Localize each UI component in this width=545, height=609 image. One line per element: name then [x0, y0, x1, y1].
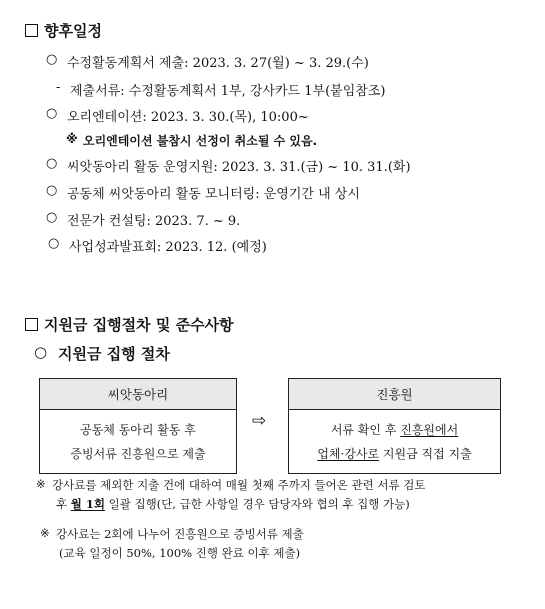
process-box-header: 씨앗동아리	[40, 379, 236, 410]
bullet-circle-icon: ○	[46, 52, 58, 67]
schedule-item-orientation: 오리엔테이션: 2023. 3. 30.(목), 10:00~	[67, 110, 309, 125]
process-box-agency	[288, 378, 501, 474]
note-text: 일괄 집행(단, 급한 사항일 경우 담당자와 협의 후 집행 가능)	[105, 497, 410, 511]
reference-mark-icon: ※	[66, 132, 78, 146]
schedule-item-monitoring: 공동체 씨앗동아리 활동 모니터링: 운영기간 내 상시	[67, 187, 360, 202]
process-box-club	[39, 378, 237, 474]
section-checkbox-icon	[25, 318, 38, 331]
process-box-line: 증빙서류 진흥원으로 제출	[70, 447, 206, 461]
note-line: 강사료를 제외한 지출 건에 대하여 매월 첫째 주까지 들어온 관련 서류 검토	[52, 478, 426, 492]
note-text: 후	[56, 497, 71, 511]
bullet-circle-icon: ○	[48, 236, 60, 251]
schedule-item-operation-support: 씨앗동아리 활동 운영지원: 2023. 3. 31.(금) ~ 10. 31.(화)	[67, 160, 411, 175]
bullet-circle-icon: ○	[46, 183, 58, 198]
schedule-item-consulting: 전문가 컨설팅: 2023. 7. ~ 9.	[67, 214, 241, 229]
process-text-underlined: 진흥원에서	[400, 423, 459, 437]
schedule-subitem-documents: 제출서류: 수정활동계획서 1부, 강사카드 1부(붙임참조)	[70, 84, 386, 99]
process-box-line	[289, 418, 500, 442]
bullet-circle-icon: ○	[46, 156, 58, 171]
process-box-line	[289, 442, 500, 466]
right-arrow-icon: ⇨	[252, 411, 267, 431]
reference-mark-icon: ※	[40, 526, 50, 540]
schedule-item-presentation: 사업성과발표회: 2023. 12. (예정)	[69, 240, 267, 255]
reference-mark-icon: ※	[36, 477, 46, 491]
subsection-title-execution: 지원금 집행 절차	[58, 345, 170, 363]
process-text: 서류 확인 후	[330, 423, 401, 437]
section-title-schedule: 향후일정	[44, 22, 102, 40]
schedule-item-plan-submission: 수정활동계획서 제출: 2023. 3. 27(월) ~ 3. 29.(수)	[67, 56, 369, 71]
section-checkbox-icon	[25, 24, 38, 37]
process-text: 지원금 직접 지출	[379, 447, 472, 461]
note-text-emphasis: 월 1회	[70, 497, 105, 511]
process-box-line: 공동체 동아리 활동 후	[80, 423, 196, 437]
dash-bullet: -	[56, 80, 61, 95]
note-line: (교육 일정이 50%, 100% 진행 완료 이후 제출)	[59, 546, 301, 560]
bullet-circle-icon: ○	[34, 343, 48, 361]
section-title-funding-procedure: 지원금 집행절차 및 준수사항	[44, 316, 234, 334]
orientation-warning-note: 오리엔테이션 불참시 선정이 취소될 수 있음.	[83, 134, 318, 148]
bullet-circle-icon: ○	[46, 106, 58, 121]
bullet-circle-icon: ○	[46, 210, 58, 225]
process-box-header: 진흥원	[289, 379, 500, 410]
process-text-underlined: 업체·강사로	[317, 447, 380, 461]
note-line	[56, 496, 410, 512]
note-line: 강사료는 2회에 나누어 진흥원으로 증빙서류 제출	[56, 527, 304, 541]
